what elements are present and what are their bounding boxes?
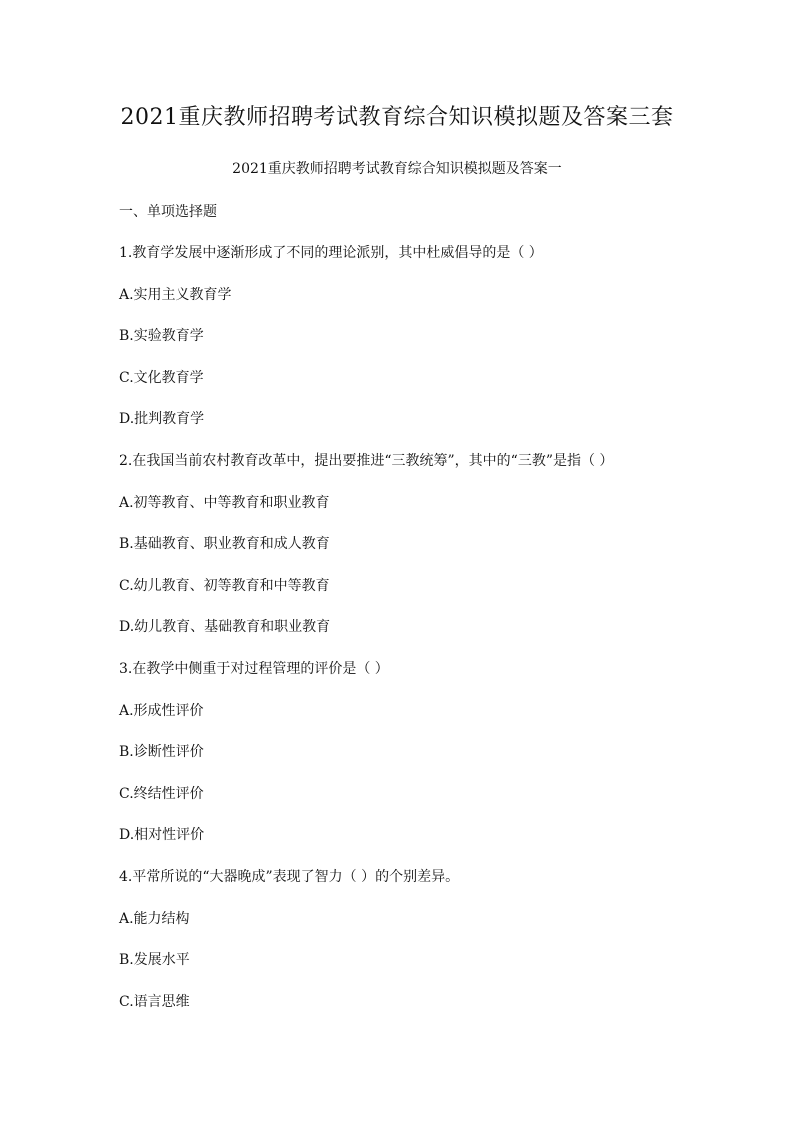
question-4-option-c: C.语言思维 xyxy=(119,993,190,1010)
question-2-option-b: B.基础教育、职业教育和成人教育 xyxy=(119,536,330,553)
document-subtitle: 2021重庆教师招聘考试教育综合知识模拟题及答案一 xyxy=(232,161,562,177)
question-2-option-d: D.幼儿教育、基础教育和职业教育 xyxy=(119,619,331,636)
question-1-option-d: D.批判教育学 xyxy=(119,411,205,428)
question-4-stem: 4.平常所说的“大器晚成”表现了智力（ ）的个别差异。 xyxy=(119,868,460,885)
question-3-option-c: C.终结性评价 xyxy=(119,785,204,802)
question-3-option-b: B.诊断性评价 xyxy=(119,744,204,761)
question-2-stem: 2.在我国当前农村教育改革中，提出要推进“三教统筹”，其中的“三教”是指（ ） xyxy=(119,452,614,469)
question-1-option-c: C.文化教育学 xyxy=(119,369,204,386)
question-1-option-a: A.实用主义教育学 xyxy=(119,286,232,303)
question-1-option-b: B.实验教育学 xyxy=(119,328,204,345)
question-2-option-c: C.幼儿教育、初等教育和中等教育 xyxy=(119,577,330,594)
question-1-stem: 1.教育学发展中逐渐形成了不同的理论派别，其中杜威倡导的是（ ） xyxy=(119,245,543,261)
question-2-option-a: A.初等教育、中等教育和职业教育 xyxy=(119,494,330,511)
document-title: 2021重庆教师招聘考试教育综合知识模拟题及答案三套 xyxy=(120,105,674,130)
question-3-option-a: A.形成性评价 xyxy=(119,702,204,719)
question-list xyxy=(119,242,719,1032)
question-3-option-d: D.相对性评价 xyxy=(119,827,205,844)
question-3-stem: 3.在教学中侧重于对过程管理的评价是（ ） xyxy=(119,660,389,677)
question-4-option-b: B.发展水平 xyxy=(119,952,190,969)
section-heading: 一、单项选择题 xyxy=(119,204,217,220)
question-4-option-a: A.能力结构 xyxy=(119,910,190,927)
